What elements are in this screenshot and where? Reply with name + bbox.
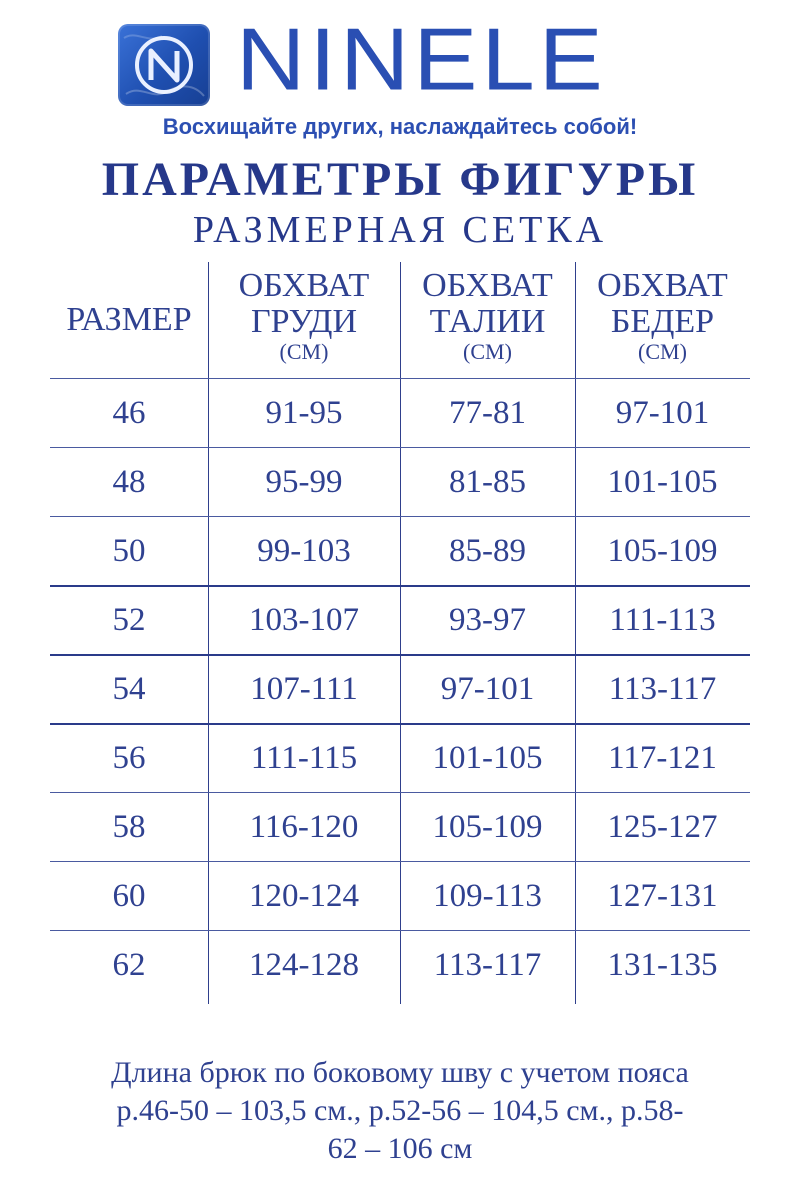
cell-hips: 105-109 bbox=[607, 533, 718, 569]
cell-hips: 101-105 bbox=[607, 464, 718, 500]
ninele-logo-icon bbox=[118, 24, 210, 106]
header-hips bbox=[575, 268, 750, 364]
cell-waist: 105-109 bbox=[432, 809, 543, 845]
header-waist-line1: ОБХВАТ bbox=[422, 267, 553, 304]
cell-waist: 85-89 bbox=[449, 533, 526, 569]
cell-size: 48 bbox=[112, 464, 146, 500]
cell-size: 58 bbox=[112, 809, 146, 845]
header-chest-line1: ОБХВАТ bbox=[238, 267, 370, 304]
cell-chest: 120-124 bbox=[249, 878, 359, 914]
header-waist bbox=[400, 268, 575, 364]
cell-hips: 113-117 bbox=[608, 671, 717, 707]
header-waist-unit: (СМ) bbox=[463, 339, 512, 364]
header-chest bbox=[208, 268, 400, 364]
cell-chest: 124-128 bbox=[249, 947, 359, 983]
cell-hips: 131-135 bbox=[607, 947, 718, 983]
cell-waist: 81-85 bbox=[449, 464, 526, 500]
cell-chest: 116-120 bbox=[249, 809, 359, 845]
cell-hips: 117-121 bbox=[608, 740, 717, 776]
cell-chest: 103-107 bbox=[249, 602, 359, 638]
cell-waist: 93-97 bbox=[449, 602, 526, 638]
header-waist-line2: ТАЛИИ bbox=[429, 303, 546, 340]
cell-waist: 109-113 bbox=[433, 878, 542, 914]
note-line-3: 62 – 106 см bbox=[327, 1132, 473, 1165]
cell-hips: 97-101 bbox=[615, 395, 710, 431]
page-title: ПАРАМЕТРЫ ФИГУРЫ bbox=[101, 153, 699, 206]
header-hips-line1: ОБХВАТ bbox=[597, 267, 728, 304]
cell-size: 56 bbox=[112, 740, 146, 776]
cell-size: 60 bbox=[112, 878, 146, 914]
header-hips-unit: (СМ) bbox=[638, 339, 687, 364]
brand-logo bbox=[118, 10, 698, 109]
note-line-2: р.46-50 – 103,5 см., р.52-56 – 104,5 см., р.58- bbox=[116, 1094, 684, 1127]
brand-tagline: Восхищайте других, наслаждайтесь собой! bbox=[162, 114, 638, 139]
cell-chest: 111-115 bbox=[250, 740, 358, 776]
header-size-label: РАЗМЕР bbox=[66, 301, 192, 338]
cell-size: 62 bbox=[112, 947, 146, 983]
trouser-length-note bbox=[30, 1054, 770, 1168]
cell-hips: 127-131 bbox=[607, 878, 718, 914]
page-subtitle: РАЗМЕРНАЯ СЕТКА bbox=[192, 209, 608, 251]
cell-waist: 113-117 bbox=[433, 947, 542, 983]
cell-waist: 101-105 bbox=[432, 740, 543, 776]
cell-waist: 97-101 bbox=[440, 671, 535, 707]
header-size bbox=[50, 302, 208, 338]
cell-waist: 77-81 bbox=[449, 395, 526, 431]
cell-hips: 111-113 bbox=[609, 602, 716, 638]
cell-size: 52 bbox=[112, 602, 146, 638]
header-chest-line2: ГРУДИ bbox=[250, 303, 358, 340]
cell-chest: 107-111 bbox=[250, 671, 358, 707]
cell-chest: 99-103 bbox=[257, 533, 351, 569]
cell-size: 46 bbox=[112, 395, 146, 431]
note-line-1: Длина брюк по боковому шву с учетом пояса bbox=[111, 1056, 689, 1089]
cell-size: 50 bbox=[112, 533, 146, 569]
size-table bbox=[50, 262, 750, 1004]
header-chest-unit: (СМ) bbox=[279, 339, 329, 364]
cell-chest: 91-95 bbox=[265, 395, 343, 431]
cell-hips: 125-127 bbox=[607, 809, 718, 845]
brand-name: NINELE bbox=[236, 10, 607, 109]
header-hips-line2: БЕДЕР bbox=[610, 303, 715, 340]
cell-size: 54 bbox=[112, 671, 146, 707]
cell-chest: 95-99 bbox=[265, 464, 343, 500]
